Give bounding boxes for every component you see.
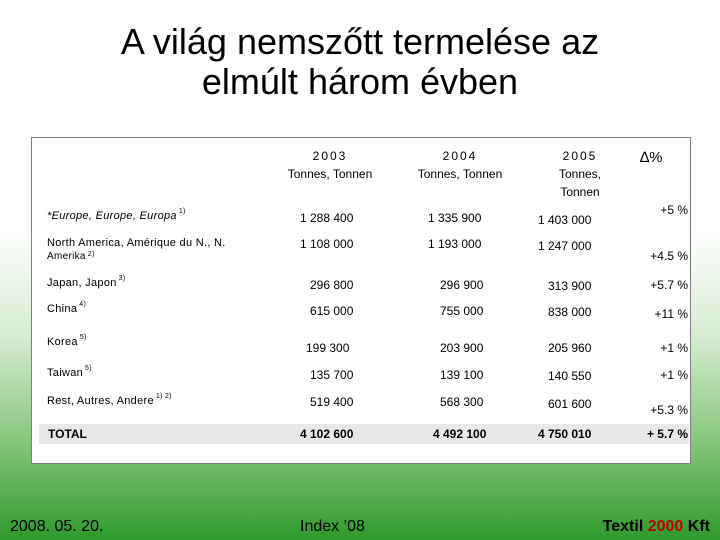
title-line-2: elmúlt három évben: [201, 61, 519, 102]
region-label: Taiwan: [47, 367, 84, 379]
percent-change: +11 %: [654, 307, 688, 321]
percent-change: +5.3 %: [650, 403, 688, 417]
region-label: Japan, Japon: [47, 277, 117, 289]
footnote-mark: 1): [178, 208, 186, 215]
footnote-mark: 4): [79, 301, 87, 308]
header-2004: [400, 147, 520, 183]
value-2004: 139 100: [440, 368, 484, 382]
footnote-mark: 5): [85, 365, 92, 372]
total-percent: + 5.7 %: [646, 427, 688, 441]
region-label-cont: Amerika: [47, 251, 86, 262]
table-row: [47, 336, 87, 348]
value-2003: 296 800: [310, 278, 354, 292]
value-2004: 203 900: [440, 341, 484, 355]
table-row: [47, 395, 172, 407]
value-2005: 601 600: [548, 397, 592, 411]
header-2005-unit-1: Tonnes,: [558, 167, 602, 181]
total-2003: 4 102 600: [300, 427, 354, 441]
header-2005: [540, 147, 620, 201]
table-row: [47, 237, 226, 263]
value-2003: 1 288 400: [300, 211, 354, 225]
total-2004: 4 492 100: [433, 427, 487, 441]
region-label: *Europe, Europe, Europa: [47, 210, 177, 222]
value-2004: 296 900: [440, 278, 484, 292]
value-2004: 568 300: [440, 395, 484, 409]
value-2003: 519 400: [310, 395, 354, 409]
footer-brand: [603, 518, 710, 536]
value-2004: 755 000: [440, 304, 484, 318]
percent-change: +1 %: [660, 341, 688, 355]
region-label: Rest, Autres, Andere: [47, 395, 154, 407]
header-2004-year: 2004: [442, 149, 478, 163]
value-2003: 1 108 000: [300, 237, 354, 251]
percent-change: +4.5 %: [650, 249, 688, 263]
value-2003: 615 000: [310, 304, 354, 318]
data-table-panel: [31, 137, 691, 464]
title-line-1: A világ nemszőtt termelése az: [120, 21, 600, 62]
percent-change: +5 %: [660, 203, 688, 217]
table-row: [47, 210, 186, 222]
value-2005: 205 960: [548, 341, 592, 355]
header-delta: ∆%: [640, 149, 663, 166]
footnote-mark: 5): [79, 334, 87, 341]
region-label: China: [47, 303, 78, 315]
value-2005: 313 900: [548, 279, 592, 293]
value-2005: 838 000: [548, 305, 592, 319]
value-2003: 199 300: [306, 341, 350, 355]
header-2004-unit: Tonnes, Tonnen: [417, 167, 503, 181]
total-label: TOTAL: [48, 427, 87, 441]
footnote-mark: 2): [87, 251, 95, 258]
total-row: [39, 424, 689, 444]
table-row: [47, 367, 92, 379]
header-2003: [270, 147, 390, 183]
table-row: [47, 277, 125, 289]
total-2005: 4 750 010: [538, 427, 592, 441]
footer-event: Index ’08: [300, 518, 365, 535]
region-label: North America, Amérique du N., N.: [47, 237, 226, 249]
footnote-mark: 1) 2): [155, 393, 172, 400]
value-2005: 140 550: [548, 369, 592, 383]
footnote-mark: 3): [118, 275, 126, 282]
header-2003-unit: Tonnes, Tonnen: [287, 167, 373, 181]
header-2003-year: 2003: [312, 149, 348, 163]
table-row: [47, 303, 86, 315]
value-2003: 135 700: [310, 368, 354, 382]
header-2005-year: 2005: [562, 149, 598, 163]
value-2004: 1 335 900: [428, 211, 482, 225]
value-2005: 1 403 000: [538, 213, 592, 227]
region-label: Korea: [47, 336, 78, 348]
brand-part-textil: Textil: [602, 518, 644, 535]
value-2004: 1 193 000: [428, 237, 482, 251]
value-2005: 1 247 000: [538, 239, 592, 253]
percent-change: +1 %: [660, 368, 688, 382]
footer-date: 2008. 05. 20.: [10, 518, 104, 535]
percent-change: +5.7 %: [650, 278, 688, 292]
brand-part-kft: Kft: [687, 518, 710, 535]
page-title: [0, 22, 720, 102]
brand-part-2000: 2000: [647, 518, 684, 535]
header-2005-unit-2: Tonnen: [560, 185, 600, 199]
